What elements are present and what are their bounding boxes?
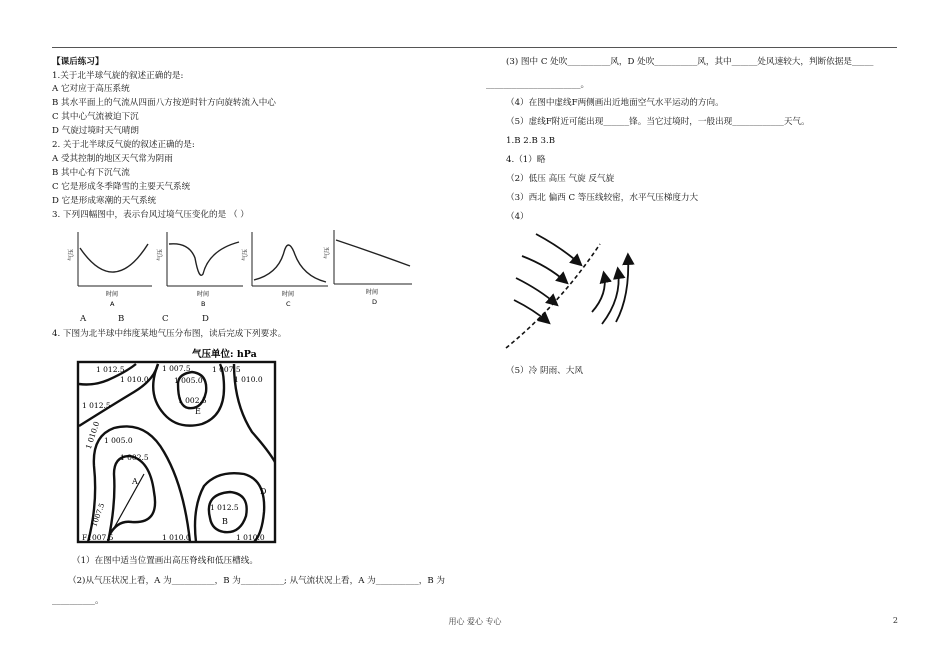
map-label-e: E	[195, 407, 201, 416]
page-number: 2	[892, 616, 898, 625]
chart-a-ylabel: 气压	[68, 248, 75, 261]
map-label-1010-0-top: 1 010.0	[120, 375, 149, 384]
chart-c-ylabel: 气压	[242, 248, 249, 261]
q1-option-d: D 气旋过境时天气晴朗	[52, 126, 139, 136]
footer-motto: 用心 爱心 专心	[448, 617, 502, 626]
q4-sub5: （5）虚线F附近可能出现______锋。当它过境时，一般出现____________天气。	[506, 117, 810, 127]
answer-4-1: 4.（1）略	[506, 155, 546, 165]
map-label-f1007-5: F1007.5	[82, 533, 114, 542]
chart-c-tag: C	[286, 300, 291, 308]
map-label-1012-5-top: 1 012.5	[96, 365, 125, 374]
q1-option-a: A 它对应于高压系统	[52, 84, 130, 94]
answer-4-2: （2）低压 高压 气旋 反气旋	[506, 174, 615, 184]
q1-option-c: C 其中心气流被迫下沉	[52, 112, 139, 122]
pressure-chart-d	[322, 226, 414, 310]
answer-4-3: （3）西北 偏西 C 等压线较密，水平气压梯度力大	[506, 193, 699, 203]
q4-sub3-cont: ______________________。	[486, 80, 590, 90]
q4-stem: 4. 下图为北半球中纬度某地气压分布图，读后完成下列要求。	[52, 329, 287, 339]
map-label-d: D	[260, 487, 267, 496]
chart-d-xlabel: 时间	[366, 289, 379, 296]
map-label-1007-5-right: 1 007.5	[212, 365, 241, 374]
q2-stem: 2. 关于北半球反气旋的叙述正确的是:	[52, 140, 195, 150]
q4-sub4: （4）在图中虚线F两侧画出近地面空气水平运动的方向。	[506, 98, 724, 108]
map-label-1002-5-e: 1 002.5	[178, 396, 207, 405]
section-title: 【课后练习】	[52, 57, 104, 67]
chart-c-xlabel: 时间	[282, 291, 295, 298]
answer-1: 1.B 2.B 3.B	[506, 136, 556, 146]
pressure-chart-c	[240, 228, 330, 310]
chart-b-tag: B	[201, 300, 206, 308]
map-label-1002-5-a: 1 002.5	[120, 453, 149, 462]
map-label-1007-5-top: 1 007.5	[162, 364, 191, 373]
q2-option-a: A 受其控制的地区天气常为阴雨	[52, 154, 173, 164]
map-label-1010-0-left: 1 010.0	[83, 420, 102, 451]
map-label-1010-0-bottom-right: 1 010.0	[236, 533, 265, 542]
map-label-b: B	[222, 517, 228, 526]
q3-answer-a: A	[80, 314, 87, 324]
map-label-1005-0-mid: 1 005.0	[104, 436, 133, 445]
map-label-1010-0-bottom: 1 010.0	[162, 533, 191, 542]
pressure-chart-b	[155, 228, 245, 310]
chart-b-ylabel: 气压	[157, 248, 164, 261]
q1-stem: 1.关于北半球气旋的叙述正确的是:	[52, 71, 184, 81]
q1-option-b: B 其水平面上的气流从四面八方按逆时针方向旋转流入中心	[52, 98, 276, 108]
q4-sub2: （2)从气压状况上看，A 为__________，B 为__________; 从气流状况上看，A 为__________，B 为	[68, 576, 445, 586]
map-label-1005-0: 1 005.0	[174, 376, 203, 385]
map-unit-label: 气压单位: hPa	[192, 349, 257, 360]
map-label-1012-5-left: 1 012.5	[82, 401, 111, 410]
answer-4-5: （5）冷 阴雨、大风	[506, 366, 583, 376]
chart-d-tag: D	[372, 298, 378, 306]
q4-sub3: (3) 图中 C 处吹__________风，D 处吹__________风，其中______处风速较大，判断依据是_____	[506, 57, 874, 67]
q3-answer-c: C	[162, 314, 169, 324]
chart-d-ylabel: 气压	[324, 246, 331, 259]
q2-option-c: C 它是形成冬季降雪的主要天气系统	[52, 182, 191, 192]
q2-option-d: D 它是形成寒潮的天气系统	[52, 196, 157, 206]
pressure-chart-a	[66, 228, 154, 310]
chart-a-xlabel: 时间	[106, 291, 119, 298]
map-label-1010-0-right: 1 010.0	[234, 375, 263, 384]
q3-stem: 3. 下列四幅图中，表示台风过境气压变化的是 （ ）	[52, 210, 249, 220]
map-label-1012-5-b: 1 012.5	[210, 503, 239, 512]
q3-answer-d: D	[202, 314, 209, 324]
map-label-1007-5-f: 1007.5	[90, 502, 107, 528]
q4-sub1: （1）在图中适当位置画出高压脊线和低压槽线。	[72, 556, 258, 566]
isobar-map	[74, 344, 280, 546]
q3-answer-b: B	[118, 314, 125, 324]
q2-option-b: B 其中心有下沉气流	[52, 168, 130, 178]
chart-b-xlabel: 时间	[197, 291, 210, 298]
chart-a-tag: A	[110, 300, 115, 308]
wind-direction-sketch	[500, 226, 650, 354]
answer-4-4: （4）	[506, 212, 529, 222]
q4-sub2-cont: __________。	[52, 596, 104, 606]
map-label-a: A	[132, 477, 138, 486]
header-rule	[52, 47, 897, 48]
